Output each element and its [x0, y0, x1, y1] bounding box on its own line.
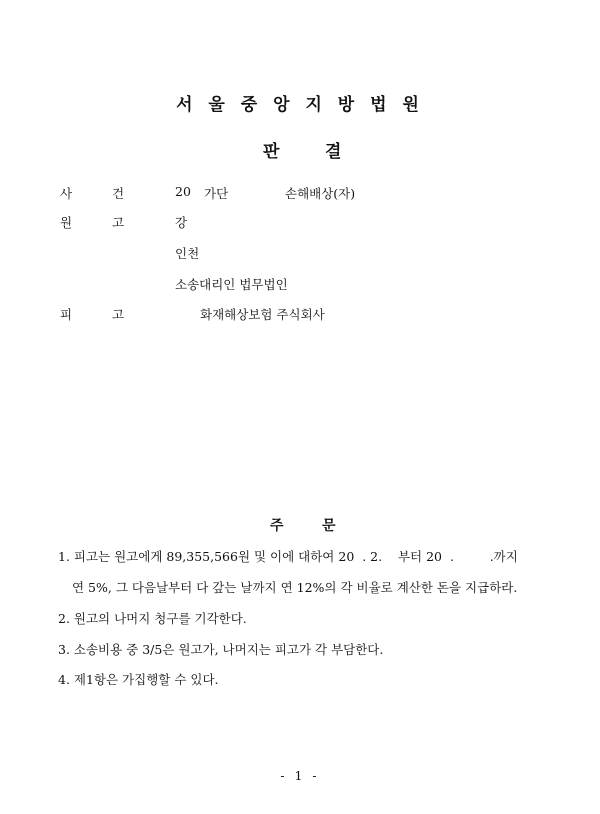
page-number: - 1 - [280, 768, 320, 783]
case-label-2: 건 [112, 186, 125, 201]
plaintiff-label-1: 원 [60, 215, 73, 230]
case-row [0, 184, 600, 202]
order-title-char-1: 주 [270, 518, 284, 534]
plaintiff-counsel: 소송대리인 법무법인 [175, 277, 288, 292]
plaintiff-label-2: 고 [112, 215, 125, 230]
order-item-4: 4. 제1항은 가집행할 수 있다. [58, 672, 219, 687]
document-type-char-2: 결 [325, 142, 342, 162]
case-number: 20 [175, 184, 191, 199]
order-item-2: 2. 원고의 나머지 청구를 기각한다. [58, 611, 247, 626]
defendant-label-1: 피 [60, 307, 73, 322]
case-type: 가단 [204, 186, 229, 201]
order-item-1-continued: 연 5%, 그 다음날부터 다 갚는 날까지 연 12%의 각 비율로 계산한 돈을 지급하라. [72, 580, 518, 595]
plaintiff-row [0, 213, 600, 231]
order-item-1: 1. 피고는 원고에게 89,355,566원 및 이에 대하여 20 . 2. 부터 20 . .까지 [58, 549, 518, 564]
case-label-1: 사 [60, 186, 73, 201]
order-item-3: 3. 소송비용 중 3/5은 원고가, 나머지는 피고가 각 부담한다. [58, 642, 384, 657]
order-title-char-2: 문 [322, 518, 336, 534]
defendant-row [0, 305, 600, 323]
plaintiff-address: 인천 [175, 246, 200, 261]
court-name: 서 울 중 앙 지 방 법 원 [176, 95, 424, 115]
defendant-name: 화재해상보험 주식회사 [200, 307, 325, 322]
plaintiff-name: 강 [175, 215, 188, 230]
document-type-char-1: 판 [263, 142, 280, 162]
document-type [0, 137, 600, 162]
order-title [0, 515, 600, 537]
defendant-label-2: 고 [112, 307, 125, 322]
case-title: 손해배상(자) [285, 186, 356, 201]
